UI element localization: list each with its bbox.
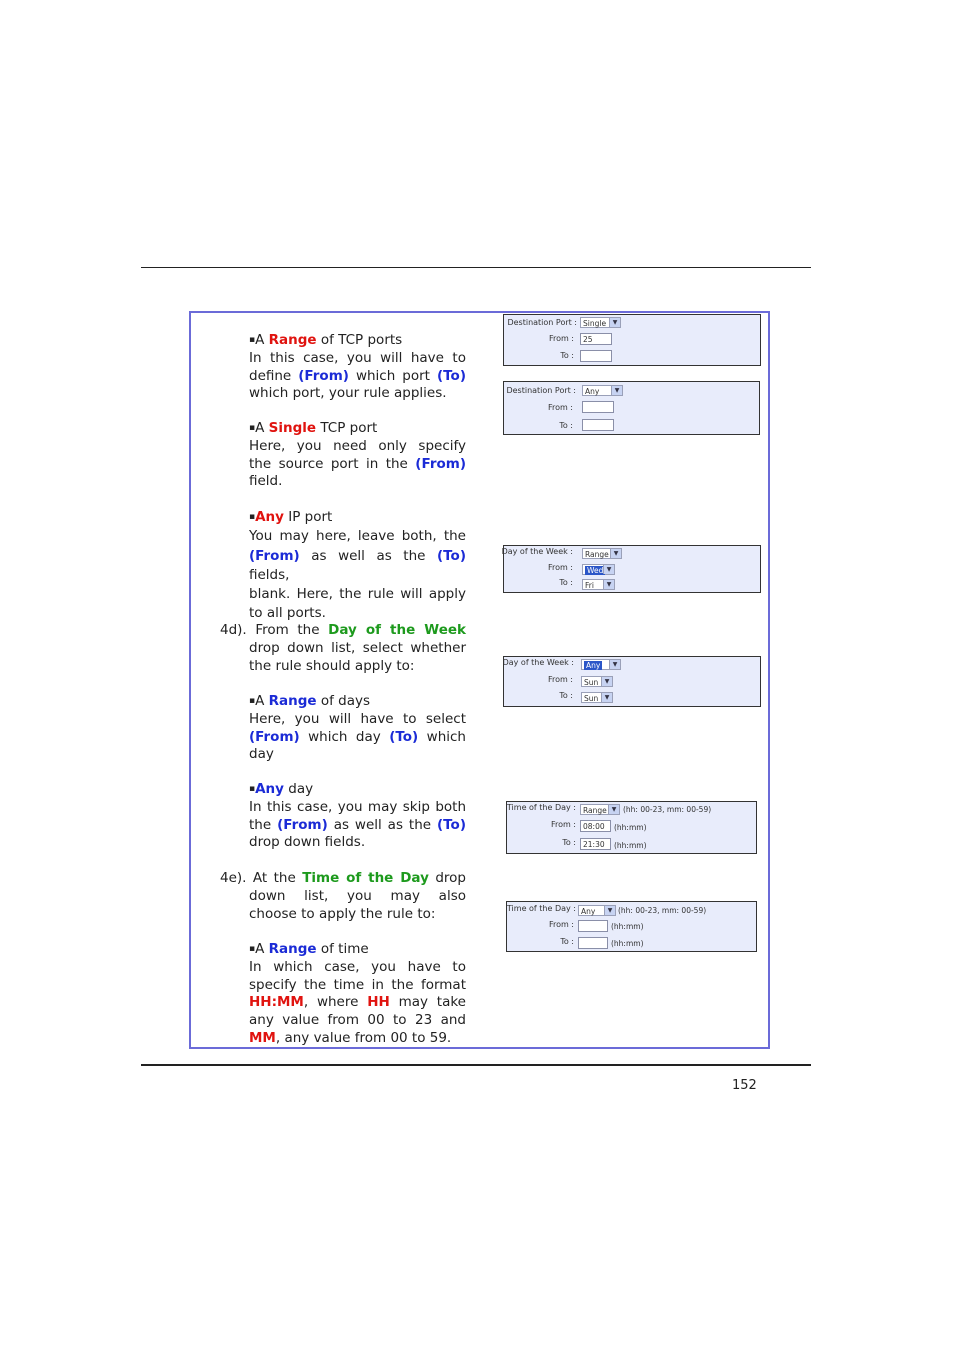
step-4e-text: 4e). At the Time of the Day drop down list, you may also choose to apply the rule to: — [220, 870, 466, 922]
chevron-down-icon: ▼ — [609, 660, 620, 669]
dest-port-single-panel: Destination Port : Single ▼ From : 25 To : — [503, 314, 761, 366]
single-port-text: ▪A Single TCP port Here, you need only specify the source port in the (From) field. — [249, 420, 466, 490]
from-day-select[interactable]: Sun ▼ — [581, 676, 613, 687]
range-ports-text: ▪A Range of TCP ports In this case, you will have to define (From) which port (To) which port, your rule applies. — [249, 332, 466, 402]
to-port-input[interactable] — [582, 419, 614, 431]
range-days-text: ▪A Range of days Here, you will have to select (From) which day (To) which day — [249, 693, 466, 763]
to-day-select[interactable]: Sun ▼ — [581, 692, 613, 703]
from-day-select[interactable]: Wed ▼ — [582, 564, 615, 575]
chevron-down-icon: ▼ — [609, 318, 620, 327]
any-port-text: ▪Any IP port You may here, leave both, the (From) as well as the (To) fields, blank. Here, the rule will apply to all ports. — [249, 509, 466, 622]
to-day-select[interactable]: Fri ▼ — [582, 579, 615, 590]
day-of-week-range-panel: Day of the Week : Range ▼ From : Wed ▼ To : Fri ▼ — [503, 545, 761, 593]
dest-port-select[interactable]: Single ▼ — [580, 317, 621, 328]
to-port-input[interactable] — [580, 350, 612, 362]
chevron-down-icon: ▼ — [601, 693, 612, 702]
day-of-week-select[interactable]: Any ▼ — [581, 659, 621, 670]
time-of-day-range-panel: Time of the Day : Range ▼ (hh: 00-23, mm: 00-59) From : 08:00 (hh:mm) To : 21:30 (hh:mm) — [506, 801, 757, 854]
chevron-down-icon: ▼ — [610, 549, 621, 558]
dest-port-label: Destination Port : — [507, 318, 577, 327]
time-of-day-any-panel: Time of the Day : Any ▼ (hh: 00-23, mm: 00-59) From : (hh:mm) To : (hh:mm) — [506, 901, 757, 952]
from-port-input[interactable]: 25 — [580, 333, 612, 345]
any-day-text: ▪Any day In this case, you may skip both the (From) as well as the (To) drop down fields. — [249, 781, 466, 851]
header-rule — [141, 267, 811, 268]
from-time-input[interactable]: 08:00 — [580, 820, 611, 832]
from-port-input[interactable] — [582, 401, 614, 413]
to-time-input[interactable] — [578, 937, 608, 949]
chevron-down-icon: ▼ — [611, 386, 622, 395]
to-time-input[interactable]: 21:30 — [580, 838, 611, 850]
day-of-week-select[interactable]: Range ▼ — [582, 548, 622, 559]
from-time-input[interactable] — [578, 920, 608, 932]
dest-port-any-panel: Destination Port : Any ▼ From : To : — [503, 381, 760, 435]
chevron-down-icon: ▼ — [603, 565, 614, 574]
chevron-down-icon: ▼ — [604, 906, 615, 915]
chevron-down-icon: ▼ — [601, 677, 612, 686]
footer-rule — [141, 1064, 811, 1066]
time-of-day-select[interactable]: Range ▼ — [580, 804, 620, 815]
chevron-down-icon: ▼ — [603, 580, 614, 589]
time-of-day-select[interactable]: Any ▼ — [578, 905, 616, 916]
step-4d-text: 4d). From the Day of the Week drop down list, select whether the rule should apply to: — [220, 622, 466, 674]
range-time-text: ▪A Range of time In which case, you have to specify the time in the format HH:MM, where HH may take any value from 00 to 23 and MM, any value from 00 to 59. — [249, 941, 466, 1046]
page-number: 152 — [732, 1078, 757, 1093]
dest-port-select[interactable]: Any ▼ — [582, 385, 623, 396]
day-of-week-any-panel: Day of the Week : Any ▼ From : Sun ▼ To : Sun ▼ — [503, 656, 761, 707]
chevron-down-icon: ▼ — [608, 805, 619, 814]
